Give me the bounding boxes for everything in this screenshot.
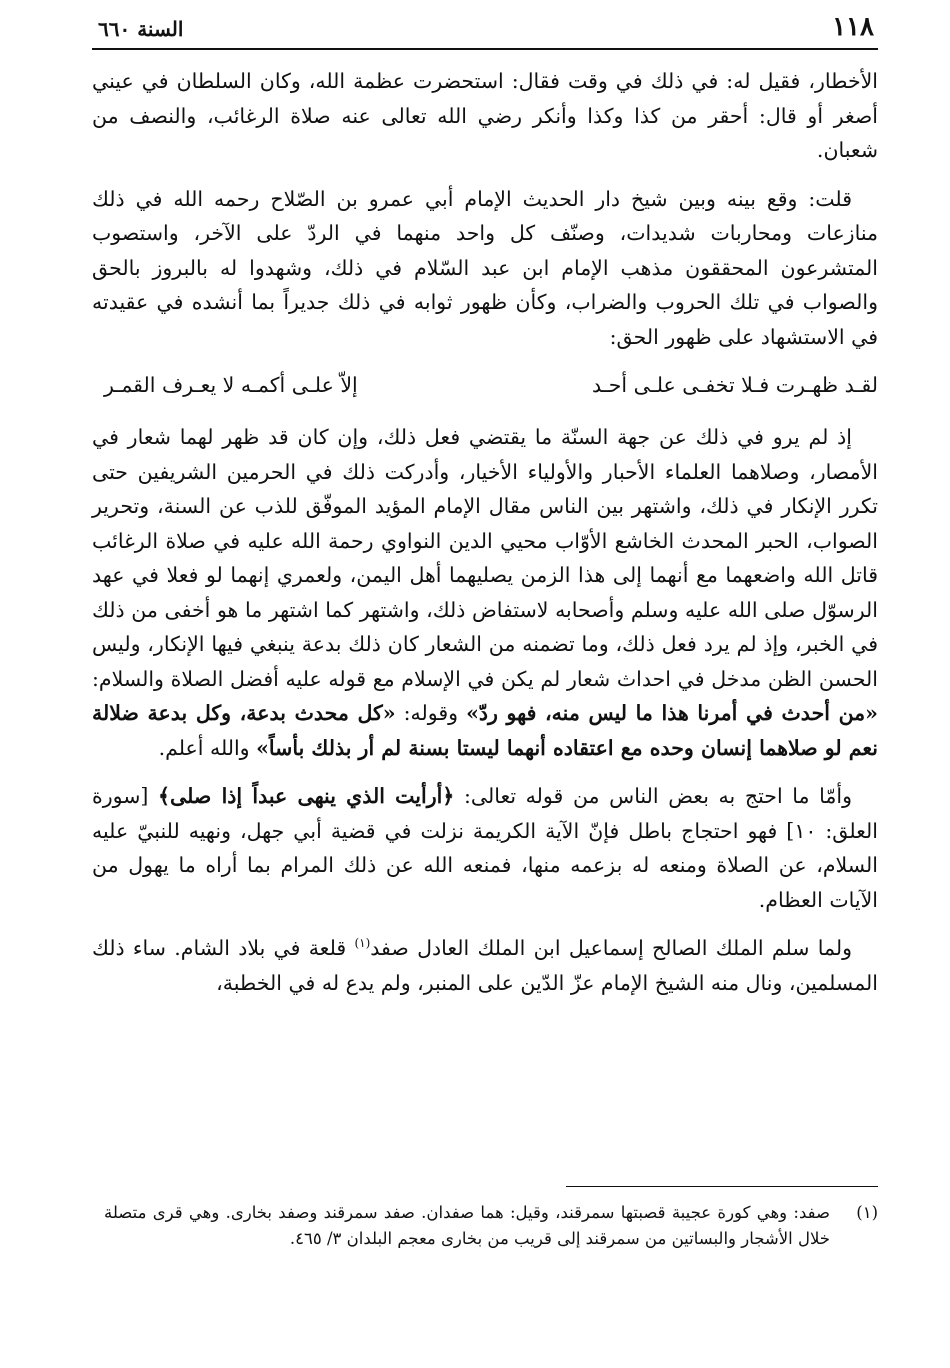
page-header: [92, 10, 878, 50]
page-number: ١١٨: [832, 12, 874, 42]
main-text: [92, 64, 878, 1000]
paragraph-4-rest: [سورة العلق: ١٠] فهو احتجاج باطل فإنّ الآية الكريمة نزلت في قضية أبي جهل، ونهيه للنبيّ عليه السلام، عن الصلاة ومنعه له بزعمه منها، فمنعه الله عن ذلك المرام بما أراه ما يهول من الآيات العظام.: [92, 784, 878, 912]
paragraph-2: قلت: وقع بينه وبين شيخ دار الحديث الإمام أبي عمرو بن الصّلاح رحمه الله في ذلك منازعات ومحاربات شديدات، وصنّف كل واحد منهما في الردّ على الآخر، واستصوب المتشرعون المحققون مذهب الإمام ابن عبد السّلام في ذلك، وشهدوا له بالبروز بالحق والصواب في تلك الحروب والضراب، وكأن ظهور ثوابه في ذلك جديراً بما أنشده في عقيدته في الاستشهاد على ظهور الحق:: [92, 186, 878, 349]
paragraph-3-text: إذ لم يرو في ذلك عن جهة السنّة ما يقتضي فعل ذلك، وإن كان قد ظهر لهما شعار في الأمصار، وصلاهما العلماء الأحبار والأولياء الأخيار، وأدركت ذلك في الحرمين الشريفين حتى تكرر الإنكار في ذلك، واشتهر بين الناس مقال الإمام المؤيد الموفّق للذب عن السنة، وتحرير الصواب، الحبر المحدث الخاشع الأوّاب محيي الدين النواوي رحمة الله عليه في صلاة الرغائب قاتل الله واضعهما مع أنهما إلى هذا الزمن يصليهما أهل اليمن، ولعمري إنهما لو فعلا في عهد الرسوّل صلى الله عليه وسلم وأصحابه لاستفاض ذلك، واشتهر كما اشتهر ما هو أخفى من ذلك في الخبر، وإذ لم يرد فعل ذلك، وما تضمنه من الشعار كان ذلك بدعة ينبغي فيها الإنكار، وليس الحسن الظن مدخل في احداث شعار لم يكن في الإسلام مع قوله عليه أفضل الصلاة والسلام:: [92, 425, 878, 691]
footnote-reference[interactable]: (١): [354, 936, 371, 951]
closing-text: والله أعلم.: [158, 735, 250, 760]
verse-first-hemistich: لقـد ظهـرت فـلا تخفـى علـى أحـد: [591, 373, 878, 397]
running-title: السنة ٦٦٠: [98, 17, 184, 41]
verse-second-hemistich: إلاّ علـى أكمـه لا يعـرف القمـر: [104, 373, 358, 397]
paragraph-1: الأخطار، فقيل له: في ذلك في وقت فقال: استحضرت عظمة الله، وكان السلطان في عيني أصغر أو قال: أحقر من كذا وكذا وأنكر رضي الله تعالى عنه صلاة الرغائب، والنصف من شعبان.: [92, 69, 878, 162]
poetry-verse: [92, 368, 878, 404]
paragraph-3: [92, 420, 878, 765]
paragraph-5: [92, 931, 878, 1000]
paragraph-5-start: ولما سلم الملك الصالح إسماعيل ابن الملك العادل صفد: [370, 936, 852, 960]
footnote: [104, 1200, 878, 1252]
paragraph-4-intro: وأمّا ما احتج به بعض الناس من قوله تعالى:: [463, 784, 852, 808]
hadith-quote-1: «من أحدث في أمرنا هذا ما ليس منه، فهو ردّ»: [466, 701, 878, 725]
connector-text: وقوله:: [403, 701, 459, 725]
footnote-text: صفد: وهي كورة عجيبة قصبتها سمرقند، وقيل: هما صفدان. صفد سمرقند وصفد بخارى. وهي قرى متصلة خلال الأشجار والبساتين من سمرقند إلى قريب من بخارى معجم البلدان ٣/ ٤٦٥.: [104, 1203, 830, 1248]
paragraph-4: [92, 779, 878, 917]
footnote-number: (١): [856, 1203, 878, 1222]
footnote-divider: [566, 1186, 878, 1187]
hadith-quote-2: «كل محدث بدعة، وكل بدعة ضلالة نعم لو صلاهما إنسان وحده مع اعتقاده أنهما ليستا بسنة لم أر بذلك بأساً»: [92, 701, 878, 760]
quran-quote: ﴿أرأيت الذي ينهى عبداً إذا صلى﴾: [158, 784, 455, 808]
paragraph-5-end: قلعة في بلاد الشام. ساء ذلك المسلمين، ونال منه الشيخ الإمام عزّ الدّين على المنبر، ولم يدع له في الخطبة،: [92, 936, 878, 995]
